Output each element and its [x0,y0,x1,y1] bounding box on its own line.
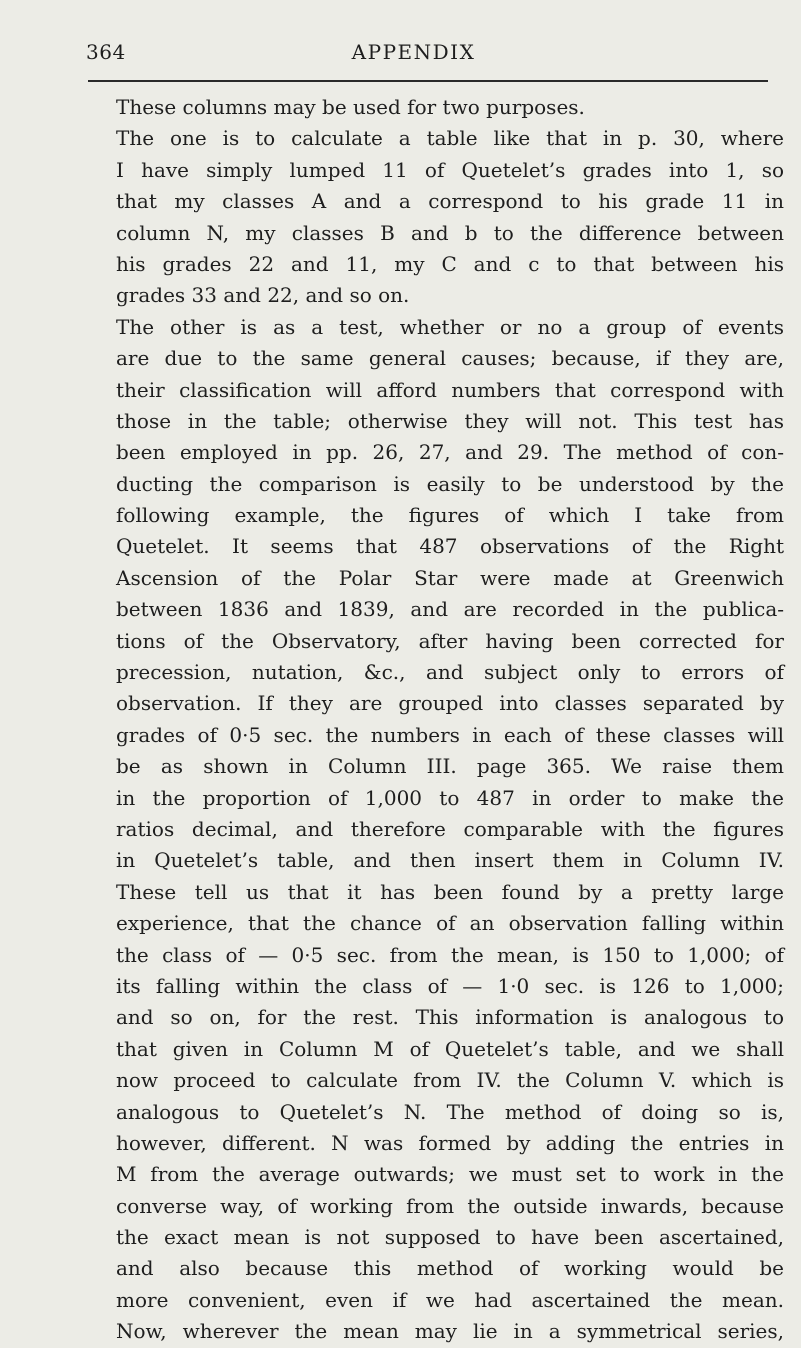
text-line: those in the table; otherwise they will not. This test has [116,408,784,433]
text-line: the exact mean is not supposed to have been ascertained, [116,1225,784,1250]
text-line: experience, that the chance of an observation falling within [116,911,784,936]
text-line: tions of the Observatory, after having been corrected for [116,628,784,653]
page-number: 364 [86,40,126,64]
running-head: APPENDIX [351,40,476,64]
text-line: The other is as a test, whether or no a group of events [116,314,784,339]
text-line: be as shown in Column III. page 365. We raise them [116,754,784,779]
text-line: in Quetelet’s table, and then insert them in Column IV. [116,848,784,873]
text-line: Now, wherever the mean may lie in a symmetrical series, [116,1319,784,1344]
text-line: its falling within the class of — 1·0 sec. is 126 to 1,000; [116,973,784,998]
text-line: following example, the figures of which I take from [116,503,784,528]
text-line: M from the average outwards; we must set to work in the [116,1162,784,1187]
text-line: These tell us that it has been found by a pretty large [116,879,784,904]
text-line: are due to the same general causes; because, if they are, [116,346,784,371]
text-line: however, different. N was formed by adding the entries in [116,1130,784,1155]
text-line: now proceed to calculate from IV. the Column V. which is [116,1068,784,1093]
text-line: grades of 0·5 sec. the numbers in each of these classes will [116,722,784,747]
text-line: ducting the comparison is easily to be understood by the [116,471,784,496]
text-line: more convenient, even if we had ascertained the mean. [116,1287,784,1312]
text-line: that my classes A and a correspond to his grade 11 in [116,189,784,214]
text-line: analogous to Quetelet’s N. The method of doing so is, [116,1099,784,1124]
header-rule [88,80,768,82]
text-line: and so on, for the rest. This information is analogous to [116,1005,784,1030]
text-line: converse way, of working from the outside inwards, because [116,1193,784,1218]
text-line: ratios decimal, and therefore comparable with the figures [116,816,784,841]
body-text [116,92,784,1348]
text-line: observation. If they are grouped into classes separated by [116,691,784,716]
text-line: the class of — 0·5 sec. from the mean, is 150 to 1,000; of [116,942,784,967]
text-line: and also because this method of working would be [116,1256,784,1281]
text-line: that given in Column M of Quetelet’s table, and we shall [116,1036,784,1061]
text-line: Quetelet. It seems that 487 observations of the Right [116,534,784,559]
page-header [0,40,801,70]
text-line: grades 33 and 22, and so on. [116,283,410,308]
text-line: precession, nutation, &c., and subject only to errors of [116,660,784,685]
text-line: in the proportion of 1,000 to 487 in order to make the [116,785,784,810]
text-line: I have simply lumped 11 of Quetelet’s grades into 1, so [116,157,784,182]
text-line: column N, my classes B and b to the difference between [116,220,784,245]
text-line: These columns may be used for two purposes. [116,95,585,119]
text-line: his grades 22 and 11, my C and c to that between his [116,251,784,276]
text-line: The one is to calculate a table like that in p. 30, where [116,126,784,151]
text-line: between 1836 and 1839, and are recorded in the publica- [116,597,784,622]
text-line: their classification will afford numbers that correspond with [116,377,784,402]
text-line: been employed in pp. 26, 27, and 29. The method of con- [116,440,784,465]
text-line: Ascension of the Polar Star were made at Greenwich [116,565,784,590]
